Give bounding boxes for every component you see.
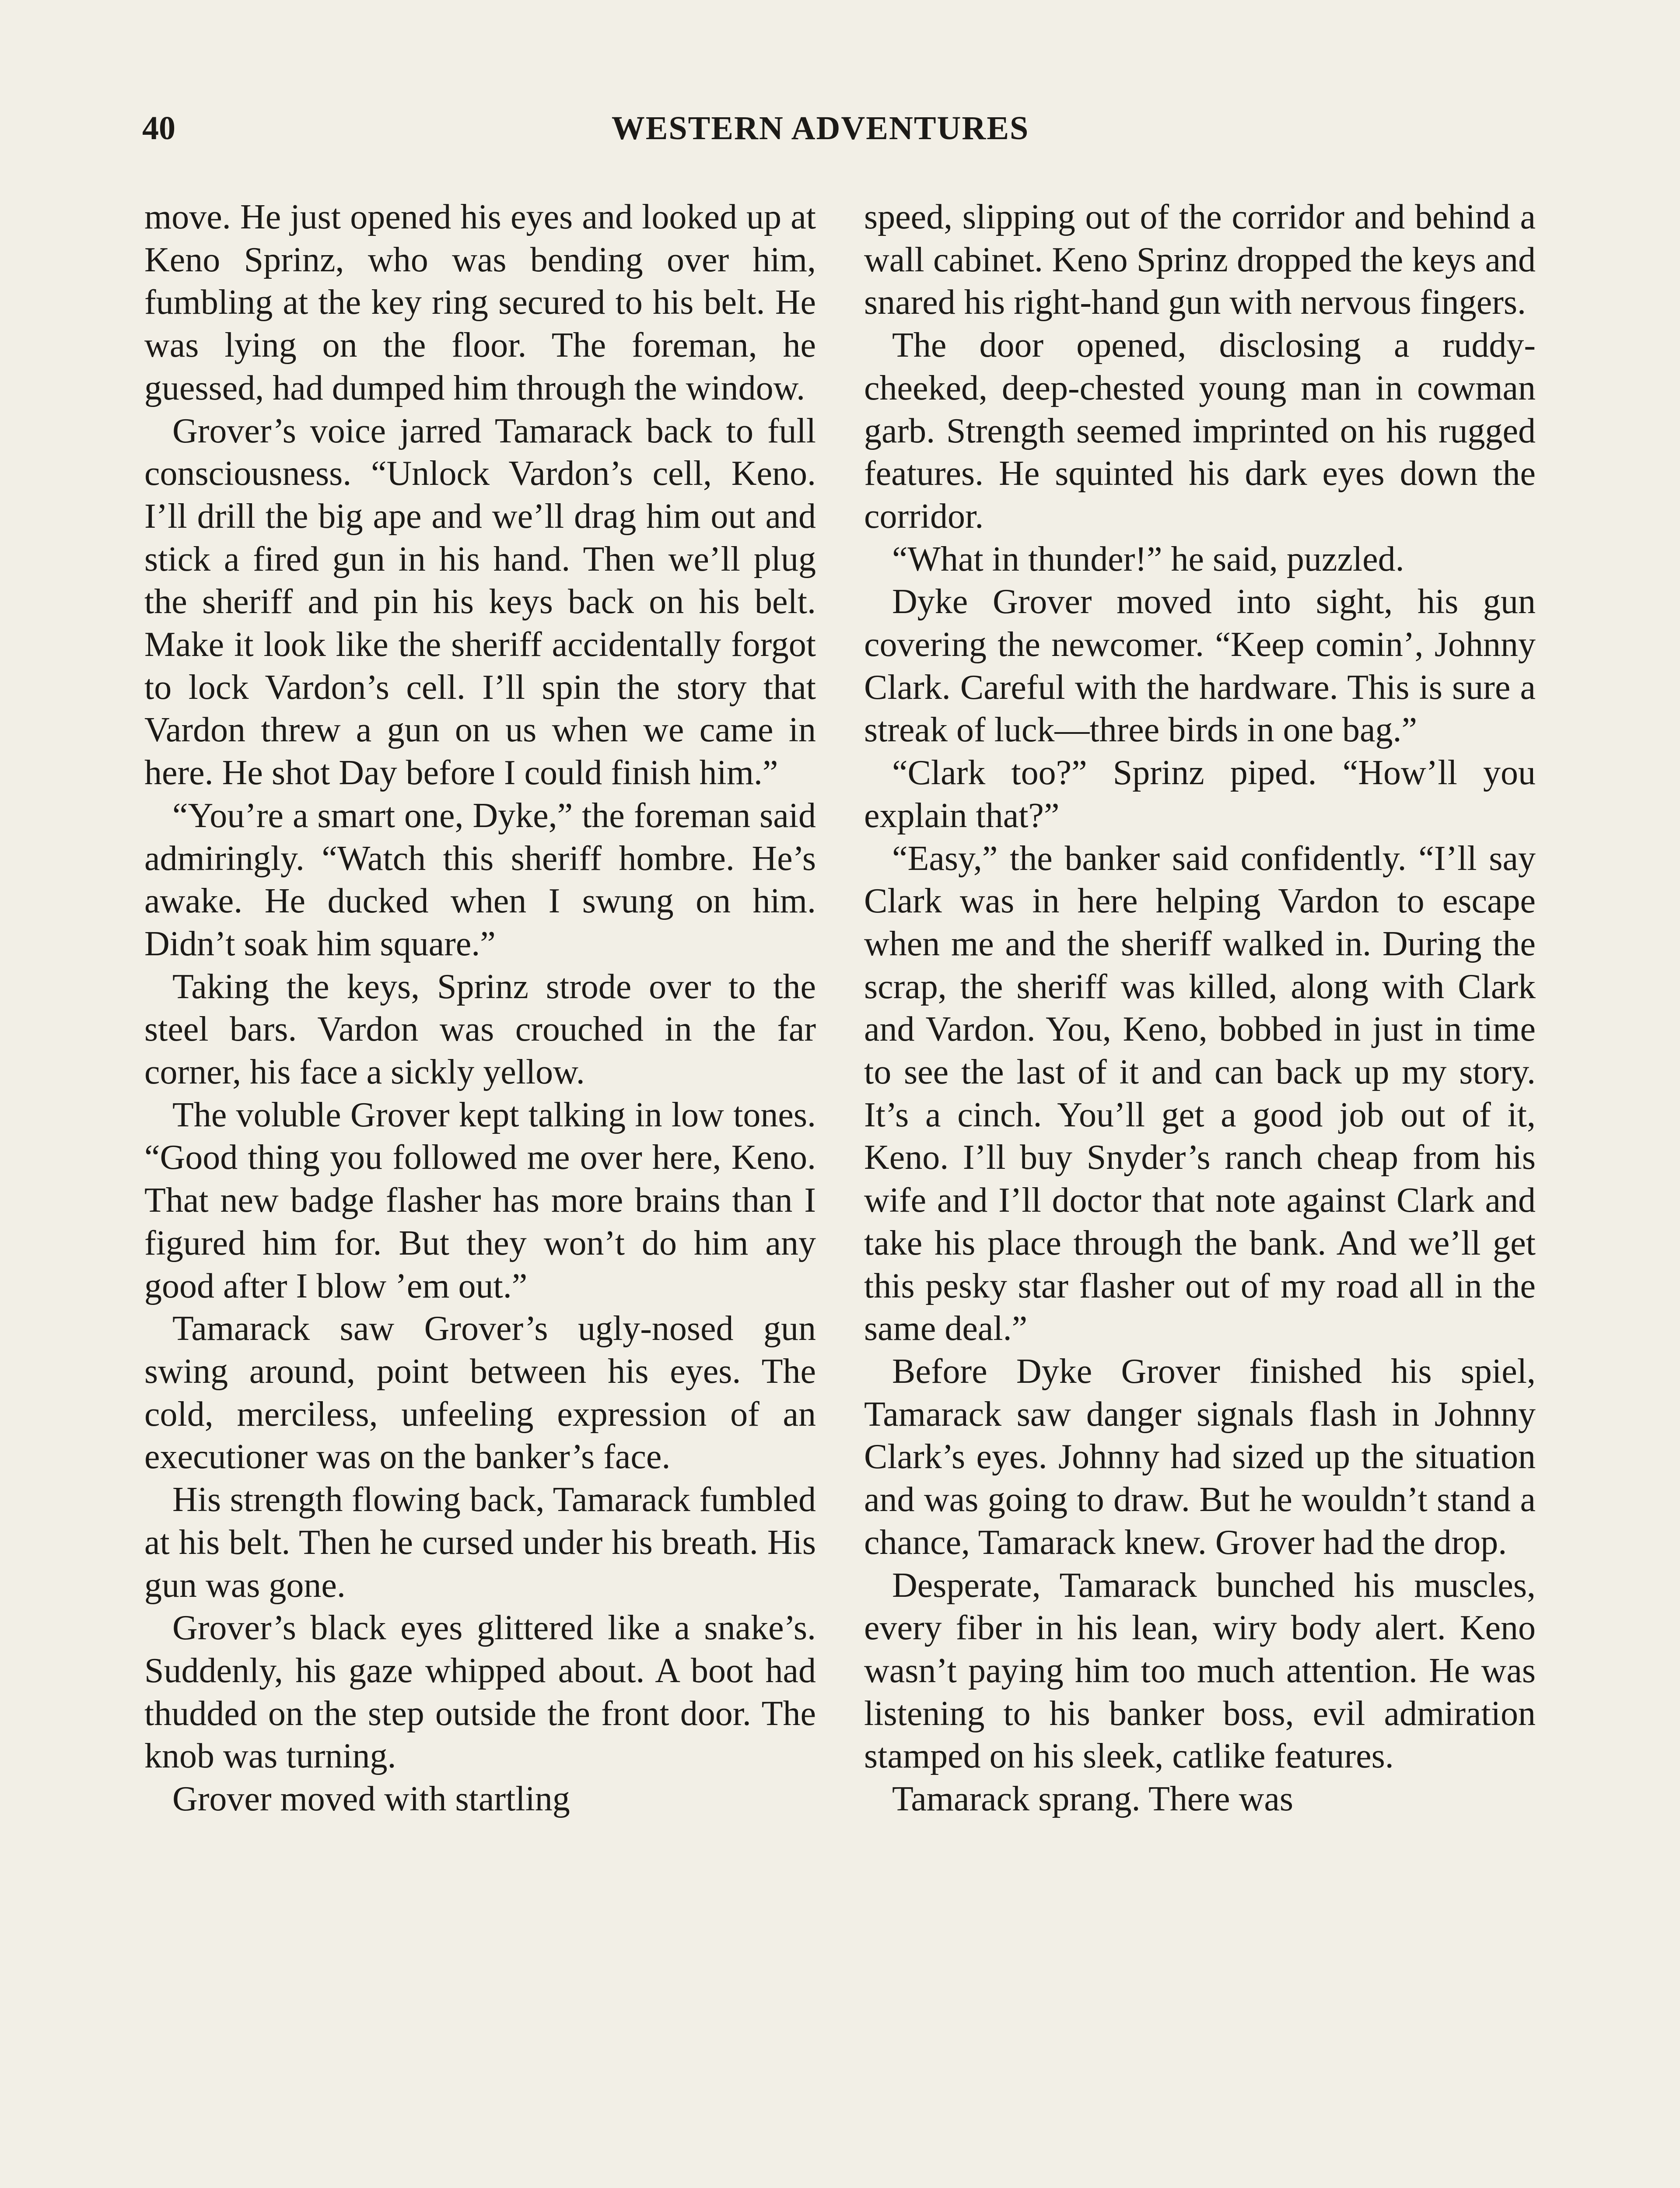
right-column <box>864 196 1536 2188</box>
paragraph: move. He just opened his eyes and looked up at Keno Sprinz, who was bending over him, fumbling at the key ring secured to his belt. He was lying on the floor. The foreman, he guessed, had dumped him through the window. <box>144 198 816 407</box>
paragraph: Dyke Grover moved into sight, his gun covering the newcomer. “Keep comin’, Johnny Clark. Careful with the hardware. This is sure a streak of luck—three birds in one bag.” <box>864 582 1536 750</box>
paragraph: Grover’s voice jarred Tamarack back to full consciousness. “Unlock Vardon’s cell, Keno. I’ll drill the big ape and we’ll drag him out and stick a fired gun in his hand. Then we’ll plug the sheriff and pin his keys back on his belt. Make it look like the sheriff accidentally forgot to lock Vardon’s cell. I’ll spin the story that Vardon threw a gun on us when we came in here. He shot Day before I could finish him.” <box>144 411 816 792</box>
running-head: WESTERN ADVENTURES <box>611 110 1029 147</box>
paragraph: “Clark too?” Sprinz piped. “How’ll you explain that?” <box>864 754 1536 835</box>
paragraph: speed, slipping out of the corridor and behind a wall cabinet. Keno Sprinz dropped the keys and snared his right-hand gun with nervous fingers. <box>864 198 1536 322</box>
paragraph: Grover moved with startling <box>172 1780 570 1819</box>
paragraph: Desperate, Tamarack bunched his muscles, every fiber in his lean, wiry body alert. Keno wasn’t paying him too much attention. He was listening to his banker boss, evil admiration stamped on his sleek, catlike features. <box>864 1566 1536 1776</box>
paragraph: Tamarack saw Grover’s ugly-nosed gun swing around, point between his eyes. The cold, merciless, unfeeling expression of an executioner was on the banker’s face. <box>144 1309 816 1476</box>
page-number: 40 <box>142 110 175 147</box>
paragraph: Taking the keys, Sprinz strode over to the steel bars. Vardon was crouched in the far corner, his face a sickly yellow. <box>144 967 816 1092</box>
paragraph: Before Dyke Grover finished his spiel, Tamarack saw danger signals flash in Johnny Clark’s eyes. Johnny had sized up the situation and was going to draw. But he wouldn’t stand a chance, Tamarack knew. Grover had the drop. <box>864 1352 1536 1562</box>
paragraph: Tamarack sprang. There was <box>892 1780 1293 1819</box>
paragraph: “Easy,” the banker said confidently. “I’ll say Clark was in here helping Vardon to escape when me and the sheriff walked in. During the scrap, the sheriff was killed, along with Clark and Vardon. You, Keno, bobbed in just in time to see the last of it and can back up my story. It’s a cinch. You’ll get a good job out of it, Keno. I’ll buy Snyder’s ranch cheap from his wife and I’ll doctor that note against Clark and take his place through the bank. And we’ll get this pesky star flasher out of my road all in the same deal.” <box>864 839 1536 1348</box>
left-column <box>144 196 816 2188</box>
paragraph: Grover’s black eyes glittered like a snake’s. Suddenly, his gaze whipped about. A boot had thudded on the step outside the front door. The knob was turning. <box>144 1609 816 1776</box>
paragraph: The door opened, disclosing a ruddy-cheeked, deep-chested young man in cowman garb. Strength seemed imprinted on his rugged features. He squinted his dark eyes down the corridor. <box>864 326 1536 536</box>
paragraph: The voluble Grover kept talking in low tones. “Good thing you followed me over here, Keno. That new badge flasher has more brains than I figured him for. But they won’t do him any good after I blow ’em out.” <box>144 1095 816 1305</box>
paragraph: His strength flowing back, Tamarack fumbled at his belt. Then he cursed under his breath. His gun was gone. <box>144 1480 816 1605</box>
page-header <box>142 109 1498 158</box>
paragraph: “You’re a smart one, Dyke,” the foreman said admiringly. “Watch this sheriff hombre. He’s awake. He ducked when I swung on him. Didn’t soak him square.” <box>144 796 816 963</box>
paragraph: “What in thunder!” he said, puzzled. <box>892 540 1404 579</box>
